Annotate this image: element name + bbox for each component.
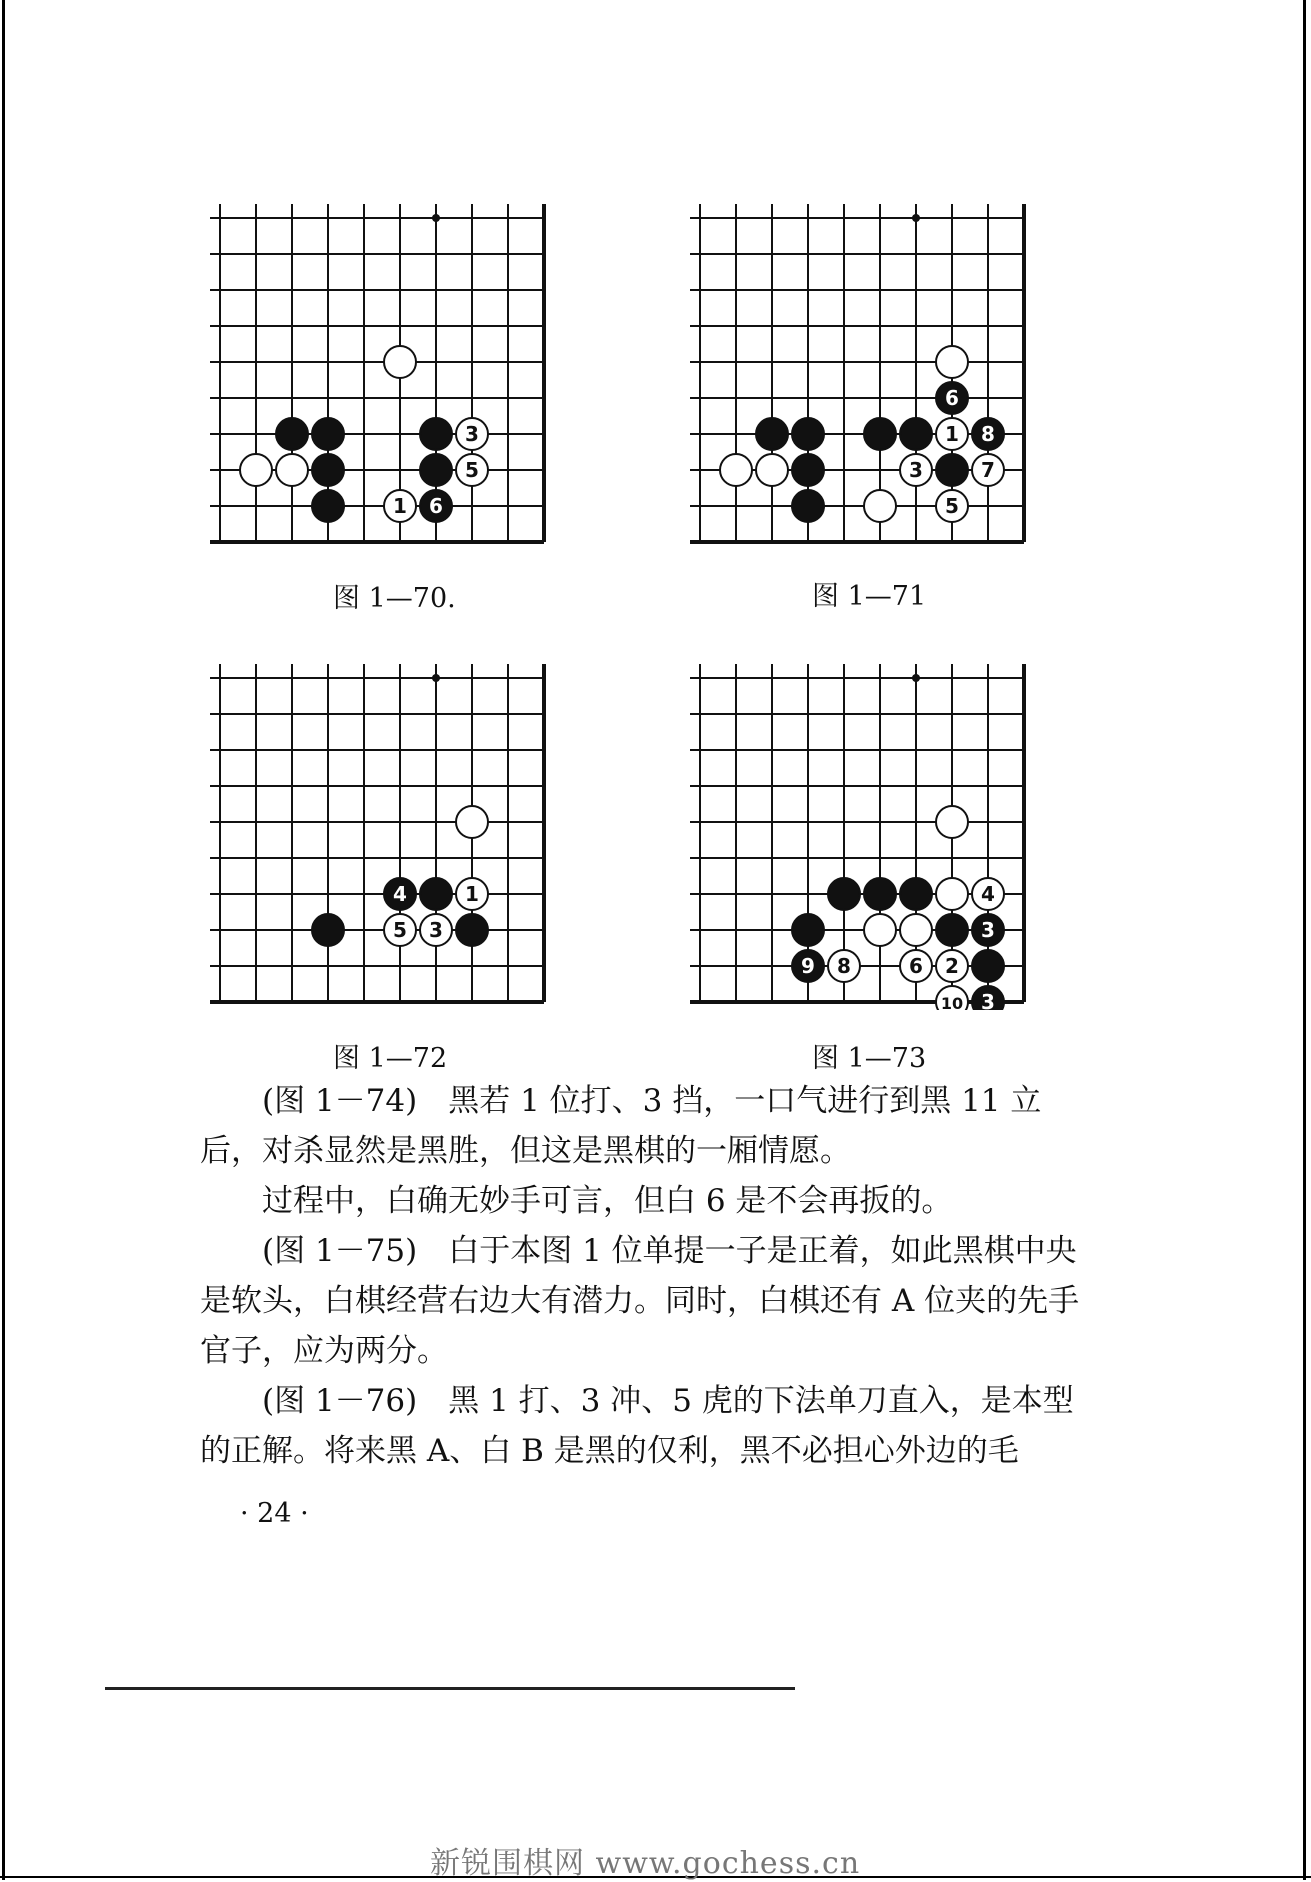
paragraph-fig-1-74: (图 1－74) 黑若 1 位打、3 挡，一口气进行到黑 11 立后，对杀显然是黑胜，但这是黑棋的一厢情愿。	[200, 1083, 1042, 1169]
move-number: 2	[945, 954, 959, 978]
star-point	[432, 674, 440, 682]
figure-caption-1-70: 图 1—70.	[333, 583, 456, 614]
black-stone	[312, 418, 344, 450]
paragraph-process: 过程中，白确无妙手可言，但白 6 是不会再扳的。	[262, 1183, 953, 1219]
black-stone	[864, 418, 896, 450]
white-stone	[864, 914, 896, 946]
page-frame-left	[2, 0, 5, 1880]
white-stone	[456, 806, 488, 838]
move-number: 9	[801, 954, 815, 978]
black-stone	[420, 878, 452, 910]
move-number: 10	[940, 994, 964, 1010]
move-number: 8	[837, 954, 851, 978]
black-stone	[936, 454, 968, 486]
move-number: 3	[981, 918, 995, 942]
star-point	[912, 674, 920, 682]
move-number: 7	[981, 458, 995, 482]
black-stone	[792, 418, 824, 450]
black-stone	[972, 950, 1004, 982]
move-number: 5	[465, 458, 479, 482]
white-stone	[756, 454, 788, 486]
move-number: 3	[981, 990, 995, 1010]
bottom-rule	[105, 1687, 795, 1690]
go-diagram-1-73	[690, 650, 1060, 1010]
white-stone	[240, 454, 272, 486]
black-stone	[936, 914, 968, 946]
white-stone	[936, 346, 968, 378]
star-point	[912, 214, 920, 222]
black-stone	[900, 418, 932, 450]
white-stone	[900, 914, 932, 946]
black-stone	[312, 490, 344, 522]
black-stone	[276, 418, 308, 450]
black-stone	[312, 914, 344, 946]
body-text	[200, 1076, 1100, 1476]
black-stone	[792, 490, 824, 522]
figure-caption-1-73: 图 1—73	[812, 1043, 927, 1074]
move-number: 3	[465, 422, 479, 446]
black-stone	[312, 454, 344, 486]
move-number: 8	[981, 422, 995, 446]
black-stone	[756, 418, 788, 450]
white-stone	[384, 346, 416, 378]
figure-caption-1-72: 图 1—72	[333, 1043, 448, 1074]
star-point	[432, 214, 440, 222]
go-diagram-1-70	[210, 190, 580, 550]
black-stone	[900, 878, 932, 910]
white-stone	[276, 454, 308, 486]
black-stone	[864, 878, 896, 910]
move-number: 1	[393, 494, 407, 518]
white-stone	[936, 806, 968, 838]
go-diagram-1-72	[210, 650, 580, 1010]
watermark-text: 新锐围棋网 www.gochess.cn	[430, 1846, 861, 1881]
black-stone	[792, 914, 824, 946]
white-stone	[864, 490, 896, 522]
move-number: 4	[393, 882, 407, 906]
black-stone	[828, 878, 860, 910]
black-stone	[420, 418, 452, 450]
figure-caption-1-71: 图 1—71	[812, 581, 927, 612]
move-number: 5	[393, 918, 407, 942]
page-frame-right	[1303, 0, 1306, 1880]
paragraph-fig-1-75: (图 1－75) 白于本图 1 位单提一子是正着，如此黑棋中央是软头，白棋经营右边大有潜力。同时，白棋还有 A 位夹的先手官子，应为两分。	[200, 1233, 1080, 1369]
page-number: · 24 ·	[240, 1498, 309, 1529]
go-diagram-1-71	[690, 190, 1060, 550]
black-stone	[792, 454, 824, 486]
move-number: 5	[945, 494, 959, 518]
move-number: 3	[909, 458, 923, 482]
paragraph-fig-1-76: (图 1－76) 黑 1 打、3 冲、5 虎的下法单刀直入，是本型的正解。将来黑 A、白 B 是黑的仅利，黑不必担心外边的毛	[200, 1383, 1074, 1469]
black-stone	[420, 454, 452, 486]
white-stone	[936, 878, 968, 910]
move-number: 3	[429, 918, 443, 942]
move-number: 6	[429, 494, 443, 518]
move-number: 1	[945, 422, 959, 446]
move-number: 4	[981, 882, 995, 906]
black-stone	[456, 914, 488, 946]
white-stone	[720, 454, 752, 486]
move-number: 6	[945, 386, 959, 410]
move-number: 6	[909, 954, 923, 978]
move-number: 1	[465, 882, 479, 906]
